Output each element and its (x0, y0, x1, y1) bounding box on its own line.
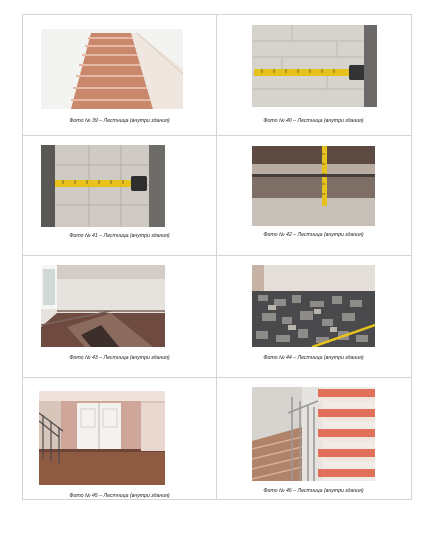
photo-caption: Фото № 44 – Лестница (внутри здания) (263, 355, 364, 361)
photo-caption: Фото № 39 – Лестница (внутри здания) (69, 118, 170, 124)
photo-46-stairs-railing (252, 387, 375, 481)
photo-cell-41 (23, 136, 216, 255)
photo-caption: Фото № 41 – Лестница (внутри здания) (69, 233, 170, 239)
photo-cell-45 (23, 378, 216, 499)
photo-39-stairs (41, 29, 183, 109)
photo-cell-43 (23, 256, 216, 377)
photo-grid (22, 14, 412, 500)
photo-40-tape-measure (252, 25, 377, 107)
photo-42-step-measure (252, 146, 375, 226)
photo-cell-44 (217, 256, 410, 377)
photo-41-tape-measure (41, 145, 165, 227)
photo-cell-39 (23, 15, 216, 135)
photo-cell-46 (217, 378, 410, 499)
photo-45-hall-door (39, 391, 165, 485)
photo-44-landing-floor (252, 265, 375, 347)
photo-caption: Фото № 46 – Лестница (внутри здания) (263, 488, 364, 494)
photo-caption: Фото № 45 – Лестница (внутри здания) (69, 493, 170, 499)
photo-43-stairwell (41, 265, 165, 347)
photo-cell-40 (217, 15, 410, 135)
photo-caption: Фото № 43 – Лестница (внутри здания) (69, 355, 170, 361)
photo-cell-42 (217, 136, 410, 255)
photo-caption: Фото № 40 – Лестница (внутри здания) (263, 118, 364, 124)
photo-caption: Фото № 42 – Лестница (внутри здания) (263, 232, 364, 238)
